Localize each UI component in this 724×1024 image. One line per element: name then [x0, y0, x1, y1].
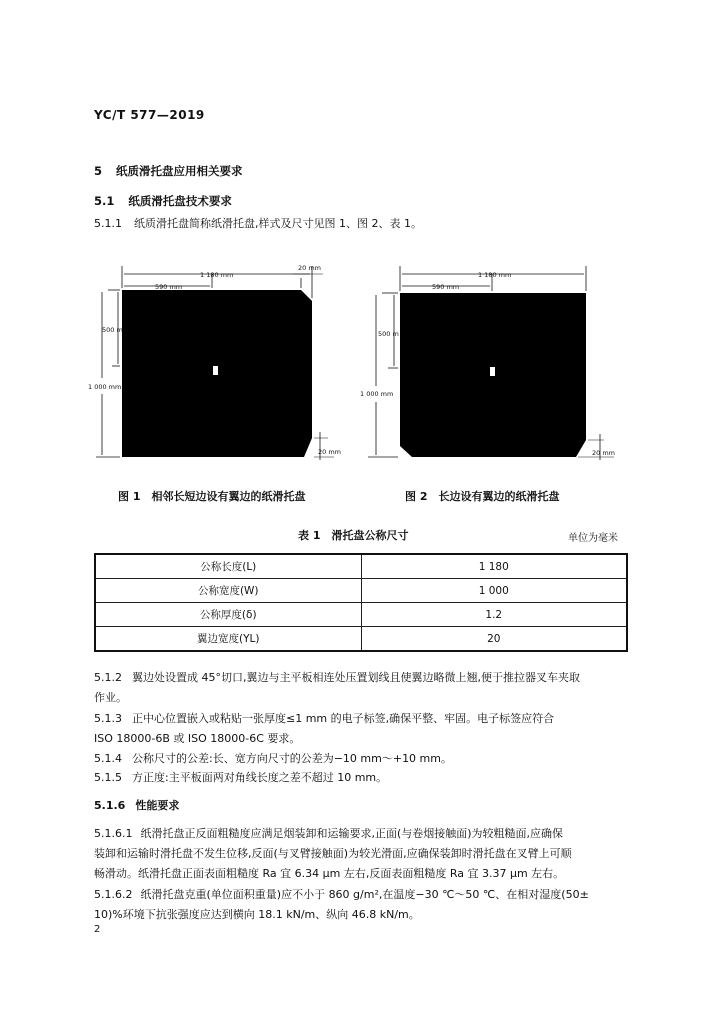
clause-5-1-6-2 [94, 885, 634, 925]
table-cell-value: 1 180 [361, 554, 627, 579]
clause-number: 5.1.2 [94, 671, 122, 684]
clause-title: 性能要求 [135, 799, 180, 812]
clause-text: 纸质滑托盘简称纸滑托盘,样式及尺寸见图 1、图 2、表 1。 [134, 217, 422, 230]
electronic-tag [490, 367, 495, 376]
clause-5-1-4 [94, 749, 634, 769]
electronic-tag [213, 366, 218, 375]
clause-5-1-1 [94, 214, 422, 234]
table-1-title: 表 1 滑托盘公称尺寸 [298, 529, 409, 542]
dim-half-width: 590 mm [432, 283, 460, 291]
figure-2-diagram [360, 260, 620, 480]
clause-text-line-1: 纸滑托盘正反面粗糙度应满足烟装卸和运输要求,正面(与卷烟接触面)为较粗糙面,应确保 [140, 827, 564, 840]
section-5-1-heading [94, 193, 232, 209]
table-cell-name: 公称厚度(δ) [95, 603, 361, 627]
dim-total-width: 1 180 mm [200, 271, 234, 279]
page-number: 2 [94, 924, 101, 935]
clause-text-line-1: 纸滑托盘克重(单位面积重量)应不小于 860 g/m²,在温度−30 ℃～50 ℃、在相对湿度(50± [140, 888, 589, 901]
table-cell-value: 1 000 [361, 579, 627, 603]
section-title: 纸质滑托盘技术要求 [128, 194, 232, 208]
dim-total-length: 1 000 mm [88, 383, 122, 391]
clause-text-line-2: 装卸和运输时滑托盘不发生位移,反面(与叉臂接触面)为较光滑面,应确保装卸时滑托盘在叉臂上可顺 [94, 847, 572, 860]
dim-half-length: 500 m [378, 330, 399, 338]
clause-5-1-3 [94, 709, 634, 749]
clause-5-1-2 [94, 668, 634, 708]
clause-5-1-6-1 [94, 824, 634, 884]
dim-total-length: 1 000 mm [360, 390, 394, 398]
section-5-heading [94, 163, 243, 179]
dim-total-width: 1 180 mm [478, 271, 512, 279]
clause-text: 方正度:主平板面两对角线长度之差不超过 10 mm。 [132, 771, 388, 784]
table-row [95, 554, 627, 579]
figure-1-caption: 图 1 相邻长短边设有翼边的纸滑托盘 [118, 490, 306, 503]
table-cell-value: 20 [361, 627, 627, 652]
clause-5-1-5 [94, 768, 634, 788]
dim-flange-bottom: 20 mm [318, 448, 342, 456]
dim-flange-top: 20 mm [298, 264, 322, 272]
clause-number: 5.1.6 [94, 799, 126, 812]
dim-flange-bottom: 20 mm [592, 449, 616, 457]
dim-half-length: 500 m [102, 326, 123, 334]
clause-text: 公称尺寸的公差:长、宽方向尺寸的公差为−10 mm～+10 mm。 [132, 752, 452, 765]
table-cell-name: 翼边宽度(YL) [95, 627, 361, 652]
figure-2-caption: 图 2 长边设有翼边的纸滑托盘 [405, 490, 560, 503]
clause-text-line-2: ISO 18000-6B 或 ISO 18000-6C 要求。 [94, 732, 301, 745]
table-cell-name: 公称长度(L) [95, 554, 361, 579]
clause-text-line-1: 翼边处设置成 45°切口,翼边与主平板相连处压置划线且使翼边略微上翘,便于推拉器叉车夹取 [132, 671, 580, 684]
clause-text-line-3: 畅滑动。纸滑托盘正面表面粗糙度 Ra 宜 6.34 μm 左右,反面表面粗糙度 Ra 宜 3.37 μm 左右。 [94, 867, 565, 880]
table-row [95, 603, 627, 627]
table-row [95, 579, 627, 603]
clause-5-1-6-heading [94, 797, 179, 813]
table-cell-value: 1.2 [361, 603, 627, 627]
section-number: 5 [94, 164, 103, 178]
standard-number: YC/T 577—2019 [94, 108, 205, 122]
table-1-unit: 单位为毫米 [568, 533, 618, 544]
clause-number: 5.1.4 [94, 752, 122, 765]
clause-text-line-1: 正中心位置嵌入或粘贴一张厚度≤1 mm 的电子标签,确保平整、牢固。电子标签应符合 [132, 712, 555, 725]
table-cell-name: 公称宽度(W) [95, 579, 361, 603]
clause-number: 5.1.3 [94, 712, 122, 725]
clause-number: 5.1.6.2 [94, 888, 133, 901]
clause-number: 5.1.1 [94, 217, 122, 230]
clause-text-line-2: 作业。 [94, 691, 127, 704]
table-row [95, 627, 627, 652]
table-1 [94, 553, 628, 652]
clause-number: 5.1.6.1 [94, 827, 133, 840]
figure-1-diagram [88, 260, 342, 480]
section-number: 5.1 [94, 194, 115, 208]
section-title: 纸质滑托盘应用相关要求 [116, 164, 243, 178]
clause-text-line-2: 10)%环境下抗张强度应达到横向 18.1 kN/m、纵向 46.8 kN/m。 [94, 908, 420, 921]
clause-number: 5.1.5 [94, 771, 122, 784]
dim-half-width: 590 mm [155, 283, 183, 291]
